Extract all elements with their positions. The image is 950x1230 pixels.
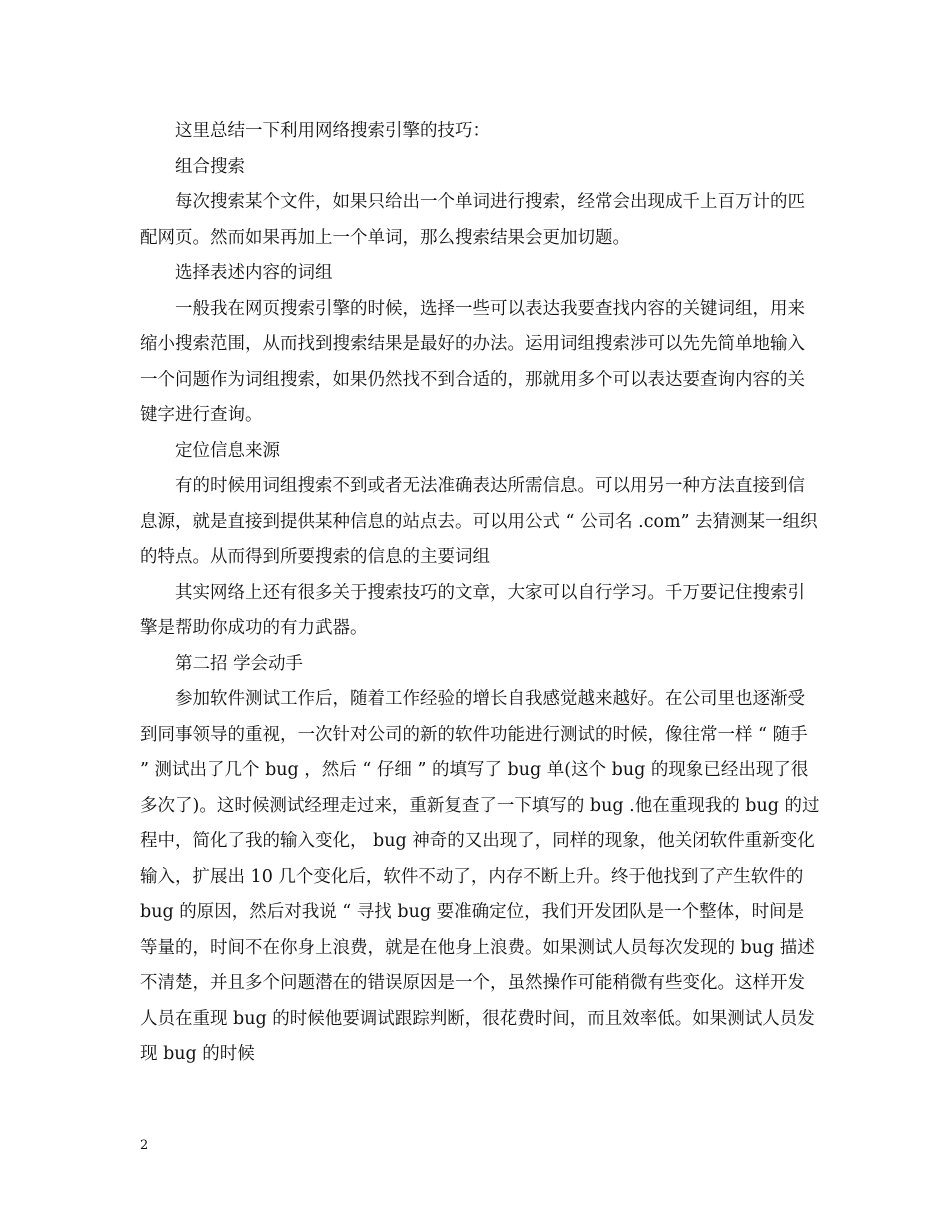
paragraph-learn-hands-on: 参加软件测试工作后，随着工作经验的增长自我感觉越来越好。在公司里也逐渐受到同事领导的重视，一次针对公司的新的软件功能进行测试的时候，像往常一样 “ 随手 ” 测试出了几个 bug ，然后 “ 仔细 ” 的填写了 bug 单(这个 bug 的现象已经出现了很多次了)。这时候测试经理走过来，重新复查了一下填写的 bug .他在重现我的 bug 的过程中，简化了我的输入变化， bug 神奇的又出现了，同样的现象，他关闭软件重新变化输入，扩展出 10 几个变化后，软件不动了，内存不断上升。终于他找到了产生软件的 bug 的原因，然后对我说 “ 寻找 bug 要准确定位，我们开发团队是一个整体，时间是等量的，时间不在你身上浪费，就是在他身上浪费。如果测试人员每次发现的 bug 描述不清楚，并且多个问题潜在的错误原因是一个，虽然操作可能稍微有些变化。这样开发人员在重现 bug 的时候他要调试跟踪判断，很花费时间，而且效率低。如果测试人员发现 bug 的时候 [140, 689, 820, 1064]
paragraph-intro: 这里总结一下利用网络搜索引擎的技巧： [175, 121, 490, 141]
paragraph-phrase-selection: 一般我在网页搜索引擎的时候，选择一些可以表达我要查找内容的关键词组，用来缩小搜索范围，从而找到搜索结果是最好的办法。运用词组搜索涉可以先先简单地输入一个问题作为词组搜索，如果仍然找不到合适的，那就用多个可以表达要查询内容的关键字进行查询。 [140, 298, 805, 425]
page-number: 2 [140, 1138, 149, 1153]
heading-second-trick: 第二招 学会动手 [175, 653, 304, 674]
heading-phrase-selection: 选择表述内容的词组 [175, 263, 333, 283]
paragraph-locate-source: 有的时候用词组搜索不到或者无法准确表达所需信息。可以用另一种方法直接到信息源，就是直接到提供某种信息的站点去。可以用公式 “ 公司名 .com” 去猜测某一组织的特点。从而得到所要搜索的信息的主要词组 [140, 476, 818, 567]
document-body [140, 114, 820, 1073]
paragraph-search-tips: 其实网络上还有很多关于搜索技巧的文章，大家可以自行学习。千万要记住搜索引擎是帮助你成功的有力武器。 [140, 582, 805, 638]
heading-locate-source: 定位信息来源 [175, 440, 280, 461]
paragraph-combined-search: 每次搜索某个文件，如果只给出一个单词进行搜索，经常会出现成千上百万计的匹配网页。然而如果再加上一个单词，那么搜索结果会更加切题。 [140, 192, 805, 248]
heading-combined-search: 组合搜索 [175, 156, 245, 177]
